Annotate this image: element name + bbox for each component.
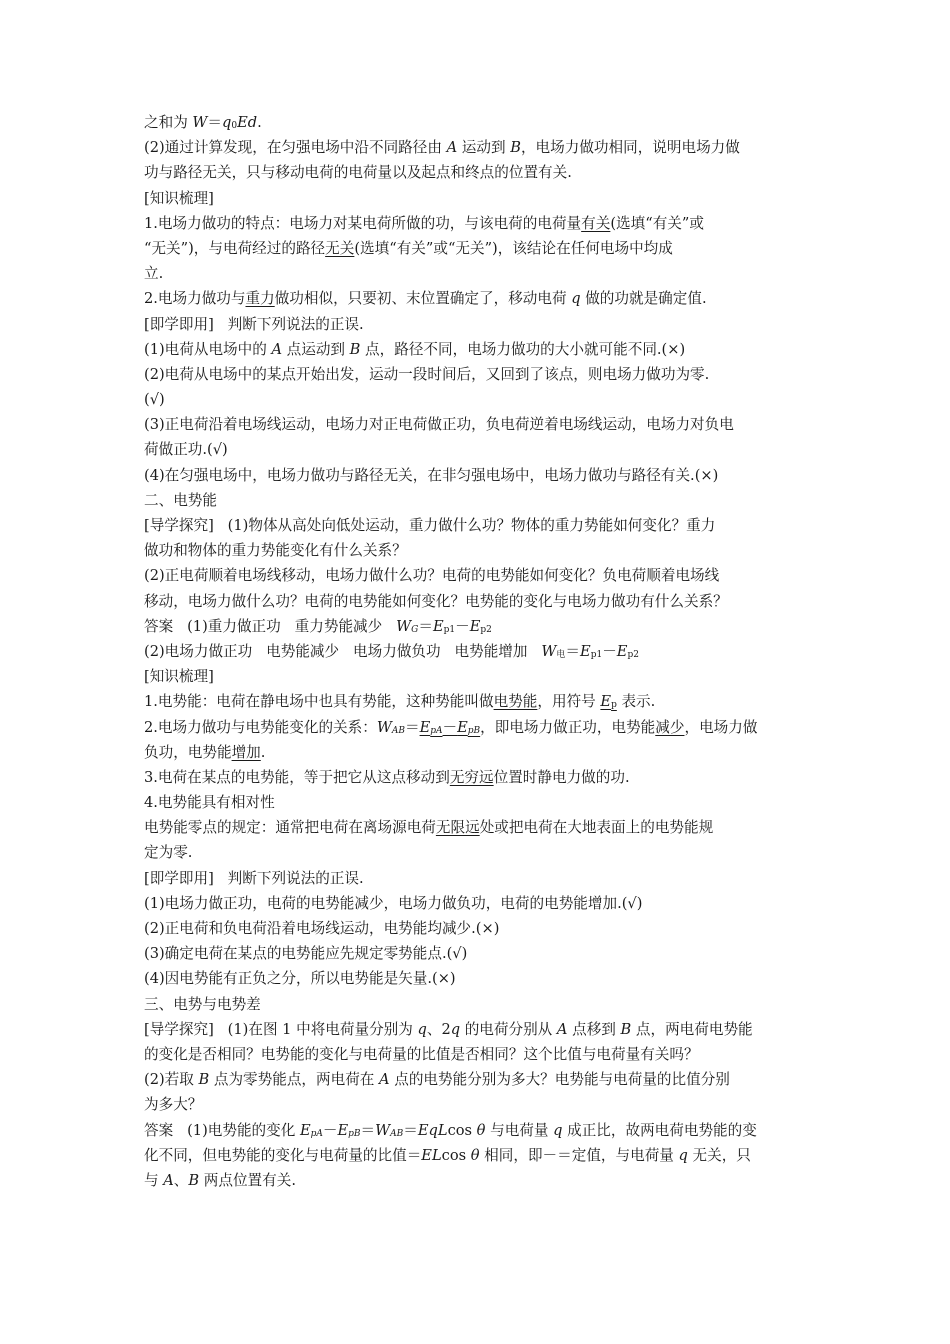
text-span: W: [375, 1121, 391, 1139]
text-span: E: [432, 617, 444, 635]
text-span: q: [571, 290, 581, 308]
text-line: [144, 790, 824, 815]
text-span: ＝: [360, 1121, 376, 1139]
subscript: p2: [627, 649, 639, 660]
answer-blank: 增加: [231, 743, 261, 761]
text-span: EL: [421, 1146, 442, 1164]
text-span: .: [260, 743, 266, 761]
text-span: B: [349, 340, 361, 358]
text-span: W: [541, 642, 557, 660]
answer-blank: E: [600, 693, 612, 711]
text-span: [即学即用] 判断下列说法的正误.: [144, 315, 364, 333]
text-span: q: [678, 1146, 688, 1164]
text-span: 、: [173, 1171, 189, 1189]
text-line: [144, 211, 824, 236]
answer-blank: 电势能: [493, 693, 538, 711]
text-span: 电势能零点的规定：通常把电荷在离场源电荷: [144, 819, 436, 837]
text-span: cos: [447, 1121, 477, 1139]
text-span: E: [616, 642, 628, 660]
text-line: [144, 337, 824, 362]
text-line: [144, 815, 824, 840]
text-span: 1.电势能：电荷在静电场中也具有势能，这种势能叫做: [144, 693, 494, 711]
text-span: q: [417, 1020, 427, 1038]
text-span: (√): [144, 391, 165, 409]
subscript: pB: [348, 1128, 361, 1139]
text-line: [144, 765, 824, 790]
text-span: E: [469, 617, 481, 635]
text-span: 点，路径不同，电场力做功的大小就可能不同.(×): [360, 340, 686, 358]
text-span: 2.电场力做功与: [144, 290, 246, 308]
text-span: 无关，只: [687, 1146, 751, 1164]
text-span: ，电场力做功相同，说明电场力做: [520, 139, 740, 157]
text-line: [144, 1118, 824, 1143]
text-line: [144, 412, 824, 437]
document-page: [144, 110, 824, 1193]
text-span: q: [222, 114, 232, 131]
text-span: A: [271, 340, 283, 358]
text-line: [144, 1168, 824, 1193]
text-span: E: [299, 1121, 311, 1139]
text-span: (3)正电荷沿着电场线运动，电场力对正电荷做正功，负电荷逆着电场线运动，电场力对负电: [144, 416, 734, 434]
text-span: A: [379, 1071, 390, 1089]
text-span: 成正比，故两电荷电势能的变: [562, 1121, 757, 1139]
text-line: [144, 236, 824, 261]
text-span: (2)电场力做正功 电势能减少 电场力做负功 电势能增加: [144, 642, 542, 660]
text-line: [144, 286, 824, 311]
text-span: 点的电势能分别为多大？电势能与电荷量的比值分别: [389, 1071, 730, 1089]
text-span: (选填“有关”或: [610, 214, 704, 232]
text-span: θ: [470, 1146, 480, 1164]
text-span: 答案 (1)重力做正功 重力势能减少: [144, 617, 397, 635]
answer-blank: E: [457, 718, 468, 736]
text-span: 与电荷量: [485, 1121, 554, 1139]
text-line: [144, 589, 824, 614]
text-span: 、2: [426, 1020, 451, 1038]
text-span: 做的功就是确定值.: [580, 290, 707, 308]
text-line: [144, 261, 824, 286]
text-line: [144, 715, 824, 740]
text-line: [144, 840, 824, 865]
text-line: [144, 437, 824, 462]
text-span: (选填“有关”或“无关”)，该结论在任何电场中均成: [354, 239, 673, 257]
text-span: 点移到: [567, 1020, 621, 1038]
answer-blank: 无关: [325, 239, 355, 257]
text-span: 功与路径无关，只与移动电荷的电荷量以及起点和终点的位置有关.: [144, 164, 572, 182]
text-span: 的电荷分别从: [460, 1020, 557, 1038]
text-span: ＝: [207, 114, 223, 131]
text-span: 答案 (1)电势能的变化: [144, 1121, 300, 1139]
text-span: (2)正电荷顺着电场线移动，电场力做什么功？电荷的电势能如何变化？负电荷顺着电场线: [144, 567, 720, 585]
text-line: [144, 563, 824, 588]
text-span: (2)通过计算发现，在匀强电场中沿不同路径由: [144, 139, 447, 157]
text-span: B: [510, 139, 521, 157]
text-line: [144, 941, 824, 966]
text-line: [144, 1067, 824, 1092]
text-line: [144, 488, 824, 513]
text-line: [144, 135, 824, 160]
text-span: ，即电场力做正功，电势能: [480, 718, 656, 736]
text-line: [144, 160, 824, 185]
text-span: 处或把电荷在大地表面上的电势能规: [479, 819, 714, 837]
text-span: W: [396, 617, 412, 635]
text-span: E: [580, 642, 591, 660]
text-line: [144, 538, 824, 563]
text-span: θ: [476, 1121, 486, 1139]
answer-blank: 有关: [581, 214, 611, 232]
text-span: .: [257, 114, 262, 131]
answer-blank: 重力: [245, 290, 275, 308]
text-span: (3)确定电荷在某点的电势能应先规定零势能点.(√): [144, 945, 468, 963]
text-span: 运动到: [457, 139, 511, 157]
text-span: 为多大？: [144, 1096, 203, 1114]
text-line: [144, 916, 824, 941]
text-span: (4)因电势能有正负之分，所以电势能是矢量.(×): [144, 970, 456, 988]
text-line: [144, 1092, 824, 1117]
text-line: [144, 992, 824, 1017]
text-span: －: [322, 1121, 338, 1139]
subscript: AB: [390, 1128, 404, 1139]
subscript: G: [411, 624, 419, 635]
text-span: 定为零.: [144, 844, 193, 862]
text-line: [144, 891, 824, 916]
text-span: 立.: [144, 265, 164, 283]
text-span: 二、电势能: [144, 491, 217, 509]
text-span: (2)若取: [144, 1071, 199, 1089]
text-span: ，电场力做: [684, 718, 758, 736]
text-span: EqL: [417, 1121, 448, 1139]
text-span: ，用符号: [537, 693, 601, 711]
answer-blank: 无穷远: [449, 768, 494, 786]
text-span: 做功相似，只要初、末位置确定了，移动电荷: [274, 290, 572, 308]
text-span: B: [198, 1071, 210, 1089]
text-span: Ed: [237, 114, 258, 131]
subscript: pA: [310, 1128, 323, 1139]
answer-blank: －: [442, 718, 458, 736]
answer-blank: 无限远: [435, 819, 480, 837]
text-span: q: [450, 1020, 461, 1038]
text-span: [知识梳理]: [144, 189, 214, 207]
text-line: [144, 362, 824, 387]
text-span: ＝: [418, 617, 433, 635]
text-line: [144, 639, 824, 664]
subscript: 0: [231, 121, 238, 131]
text-span: 移动，电场力做什么功？电荷的电势能如何变化？电势能的变化与电场力做功有什么关系？: [144, 592, 728, 610]
text-line: [144, 966, 824, 991]
text-span: ＝: [404, 718, 420, 736]
answer-blank: p: [611, 700, 617, 711]
text-span: A: [446, 139, 458, 157]
text-line: [144, 186, 824, 211]
subscript: p2: [480, 624, 492, 635]
text-line: [144, 110, 824, 135]
text-span: 点运动到: [282, 340, 350, 358]
subscript: AB: [391, 725, 405, 736]
subscript: p1: [443, 624, 456, 635]
text-span: ＝: [565, 642, 581, 660]
text-span: cos: [441, 1146, 471, 1164]
answer-blank: pB: [467, 725, 481, 736]
text-span: [知识梳理]: [144, 668, 214, 686]
subscript: p1: [590, 649, 603, 660]
text-span: A: [163, 1171, 174, 1189]
text-line: [144, 664, 824, 689]
answer-blank: pA: [430, 725, 443, 736]
text-span: “无关”)，与电荷经过的路径: [144, 239, 326, 257]
text-span: －: [455, 617, 470, 635]
text-span: 荷做正功.(√): [144, 441, 228, 459]
text-span: q: [553, 1121, 563, 1139]
text-span: ＝: [403, 1121, 418, 1139]
text-span: 化不同，但电势能的变化与电荷量的比值＝: [144, 1146, 422, 1164]
text-span: 之和为: [144, 114, 193, 131]
text-line: [144, 513, 824, 538]
text-span: 位置时静电力做的功.: [493, 768, 630, 786]
text-span: (1)电场力做正功，电荷的电势能减少，电场力做负功，电荷的电势能增加.(√): [144, 894, 643, 912]
text-span: W: [376, 718, 392, 736]
text-line: [144, 689, 824, 714]
text-span: (1)电荷从电场中的: [144, 340, 272, 358]
text-line: [144, 740, 824, 765]
text-line: [144, 614, 824, 639]
answer-blank: 减少: [655, 718, 685, 736]
text-span: 点为零势能点，两电荷在: [209, 1071, 380, 1089]
text-span: 2.电场力做功与电势能变化的关系：: [144, 718, 377, 736]
text-span: (2)正电荷和负电荷沿着电场线运动，电势能均减少.(×): [144, 920, 500, 937]
text-span: 做功和物体的重力势能变化有什么关系？: [144, 542, 407, 560]
text-span: B: [620, 1020, 632, 1038]
text-span: A: [556, 1020, 568, 1038]
text-span: 相同，即－＝定值，与电荷量: [479, 1146, 679, 1164]
text-span: 点，两电荷电势能: [631, 1020, 753, 1038]
text-line: [144, 1042, 824, 1067]
text-span: 1.电场力做功的特点：电场力对某电荷所做的功，与该电荷的电荷量: [144, 214, 582, 232]
text-span: 的变化是否相同？电势能的变化与电荷量的比值是否相同？这个比值与电荷量有关吗？: [144, 1045, 699, 1063]
answer-blank: E: [419, 718, 431, 736]
text-line: [144, 866, 824, 891]
text-line: [144, 463, 824, 488]
text-span: [导学探究] (1)物体从高处向低处运动，重力做什么功？物体的重力势能如何变化？重力: [144, 517, 716, 534]
text-span: [即学即用] 判断下列说法的正误.: [144, 869, 364, 887]
text-span: (2)电荷从电场中的某点开始出发，运动一段时间后，又回到了该点，则电场力做功为零.: [144, 365, 710, 383]
text-span: 表示.: [616, 693, 656, 711]
text-span: 三、电势与电势差: [144, 995, 261, 1013]
text-span: 负功，电势能: [144, 743, 232, 761]
subscript: 电: [556, 649, 566, 660]
text-span: 3.电荷在某点的电势能，等于把它从这点移动到: [144, 768, 450, 786]
text-span: [导学探究] (1)在图 1 中将电荷量分别为: [144, 1020, 418, 1038]
text-span: W: [192, 114, 208, 131]
text-line: [144, 312, 824, 337]
text-span: E: [337, 1121, 349, 1139]
text-span: －: [602, 642, 617, 660]
text-span: 两点位置有关.: [199, 1171, 296, 1189]
text-span: 4.电势能具有相对性: [144, 794, 275, 812]
text-span: 与: [144, 1171, 164, 1189]
text-line: [144, 387, 824, 412]
text-line: [144, 1017, 824, 1042]
text-line: [144, 1143, 824, 1168]
text-span: (4)在匀强电场中，电场力做功与路径无关，在非匀强电场中，电场力做功与路径有关.(×): [144, 466, 719, 484]
text-span: B: [188, 1171, 200, 1189]
